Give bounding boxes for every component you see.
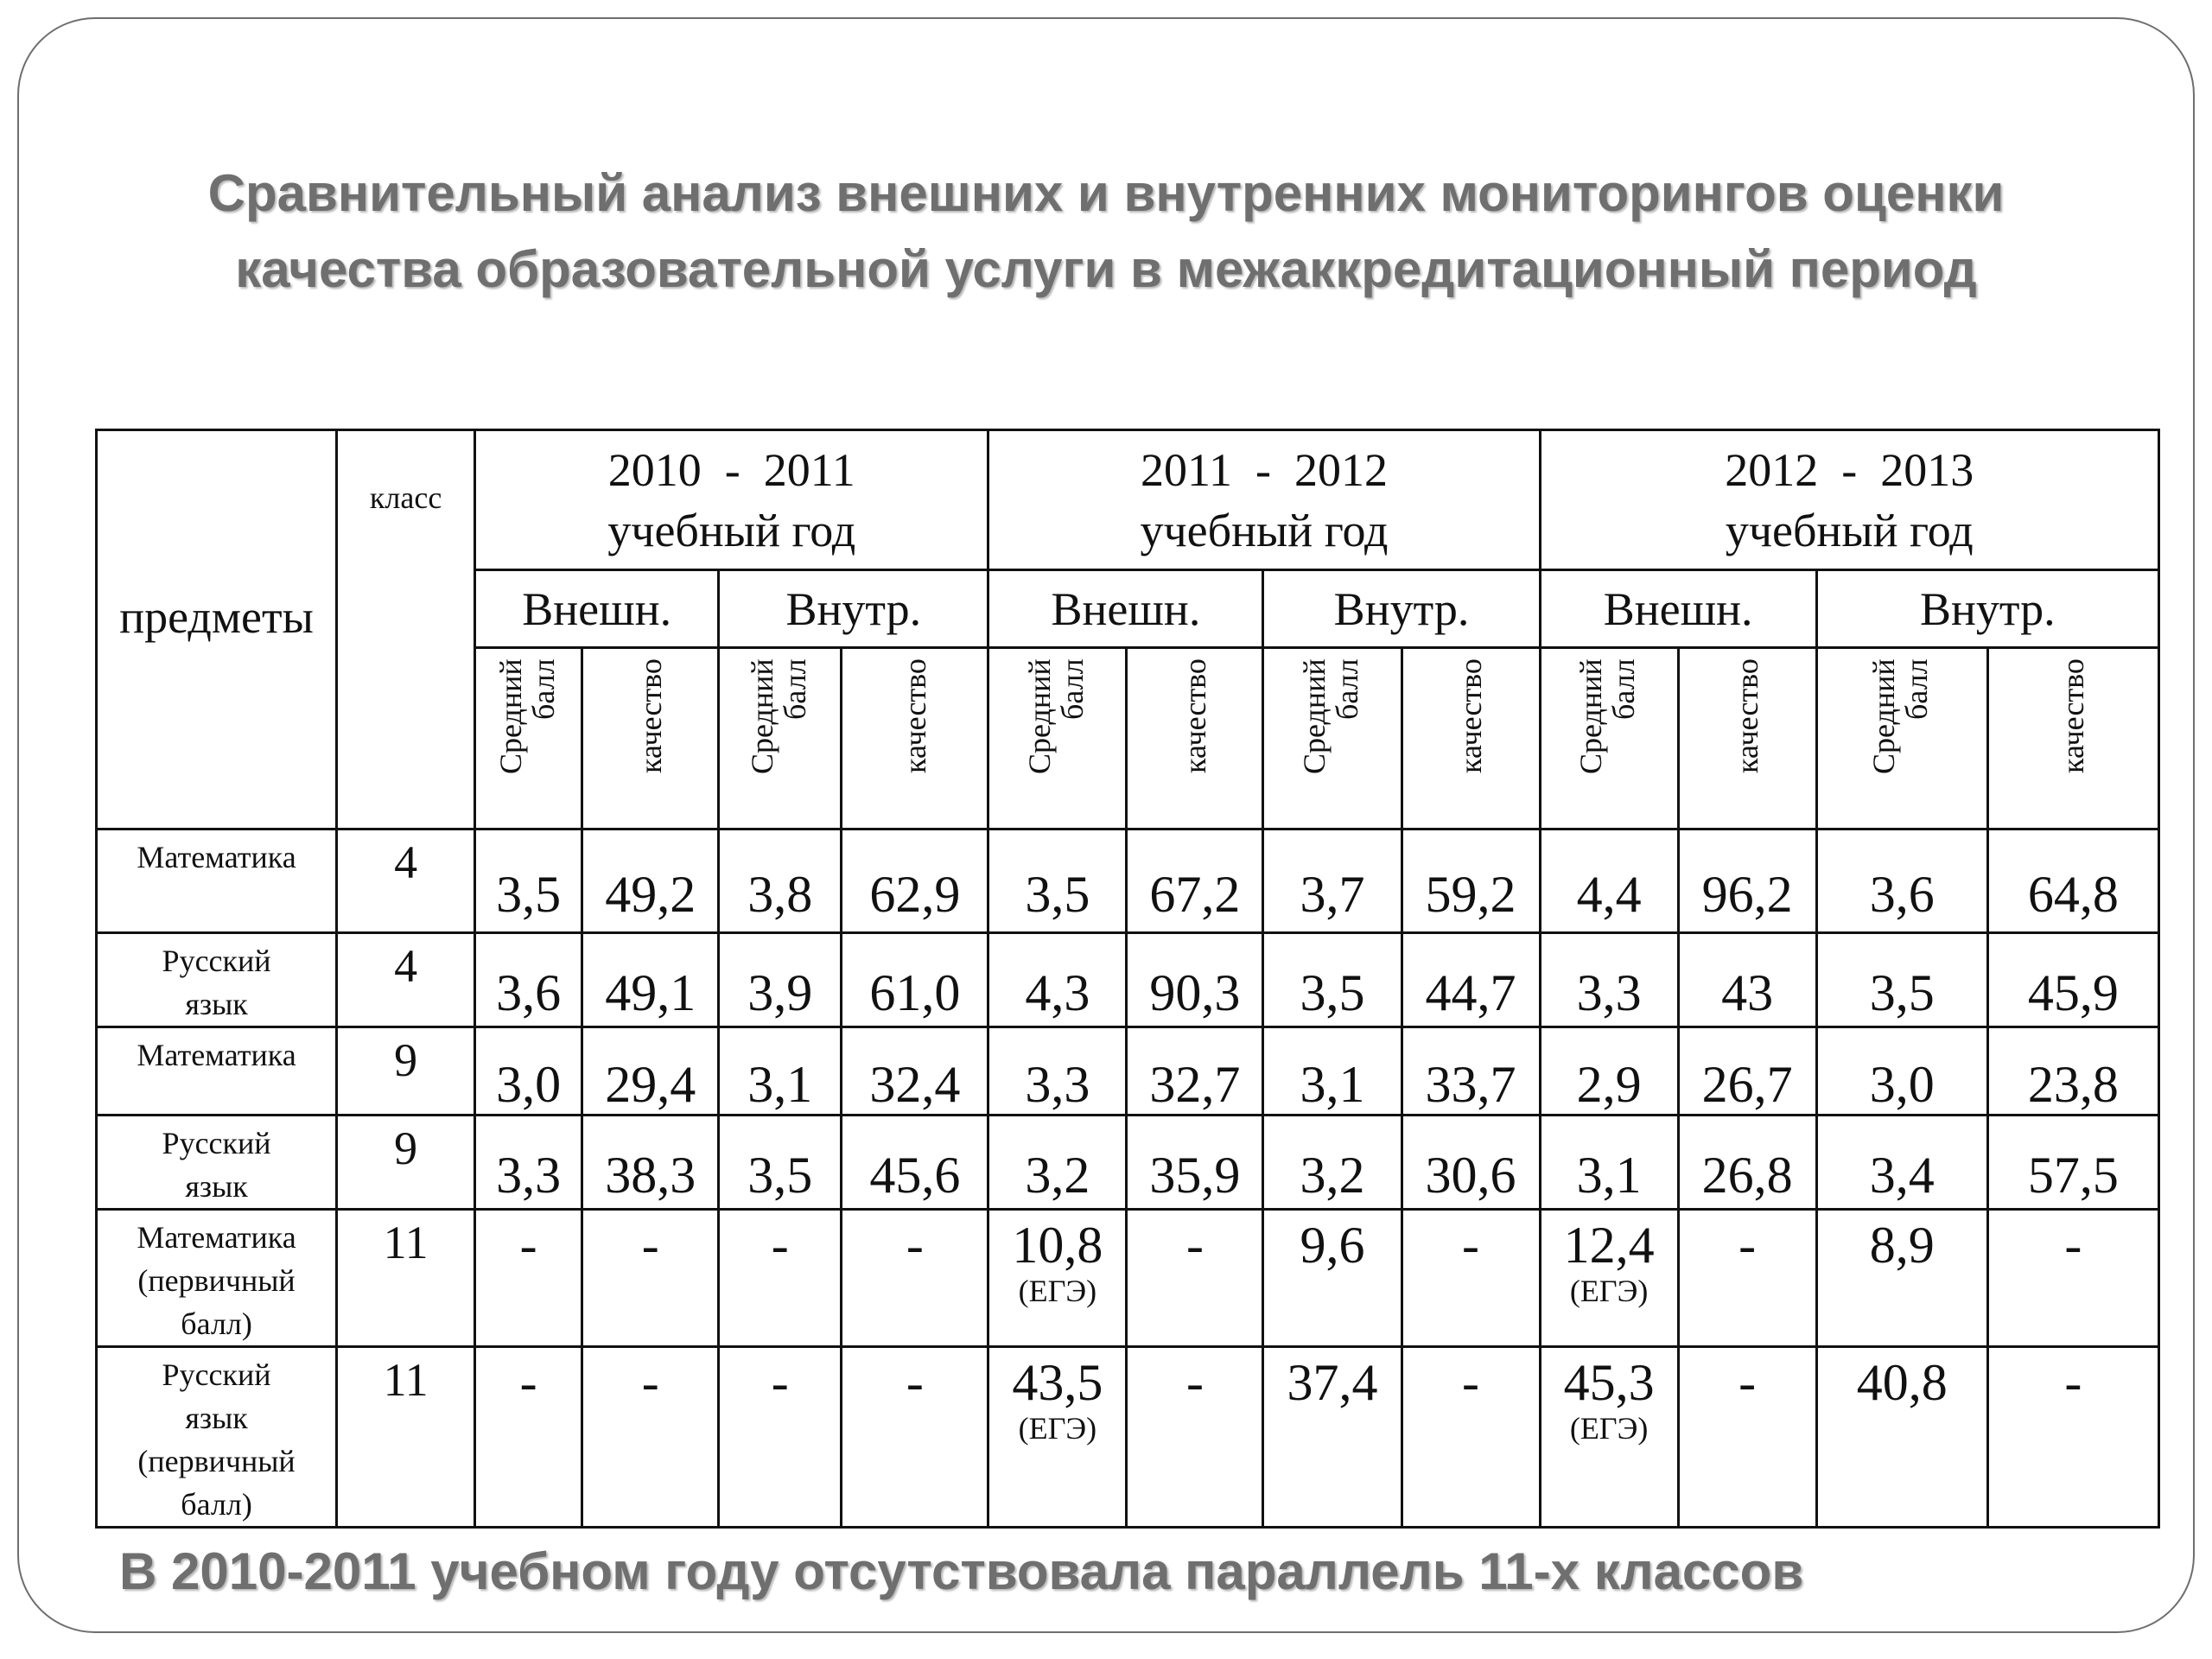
cell-value-main: 4,4: [1576, 865, 1642, 923]
header-internal: Внутр.: [719, 570, 988, 648]
cell-value: [988, 830, 1127, 933]
header-average-score: [1540, 648, 1678, 830]
cell-value-main: 3,2: [1300, 1147, 1365, 1204]
cell-value-main: 23,8: [2027, 1055, 2119, 1113]
cell-value: [475, 830, 582, 933]
cell-value-main: 26,7: [1701, 1055, 1793, 1113]
cell-value: [1263, 933, 1402, 1027]
cell-value: [1816, 1210, 1987, 1347]
cell-value-main: -: [519, 1217, 537, 1274]
header-average-score: [1816, 648, 1987, 830]
cell-value: [1127, 1116, 1263, 1210]
cell-value: [1987, 933, 2158, 1027]
cell-value-main: 3,3: [496, 1147, 562, 1204]
cell-value: [1816, 933, 1987, 1027]
header-metric-label: качество: [1730, 658, 1765, 773]
cell-value-main: 26,8: [1701, 1147, 1793, 1204]
cell-value: [1402, 1210, 1540, 1347]
cell-value: [1263, 1027, 1402, 1116]
cell-value-main: -: [2064, 1354, 2082, 1411]
cell-value: [1987, 830, 2158, 933]
cell-value: [1127, 1210, 1263, 1347]
cell-value: [1678, 1210, 1816, 1347]
cell-value: [1402, 1116, 1540, 1210]
subject-line: Математика: [137, 840, 296, 874]
cell-value-main: 61,0: [869, 964, 961, 1021]
cell-subject: [97, 1347, 337, 1528]
cell-value-main: 45,9: [2027, 964, 2119, 1021]
cell-subject: [97, 1027, 337, 1116]
header-year-label: учебный год: [1140, 504, 1389, 556]
table-row: [97, 933, 2159, 1027]
cell-value: [1263, 1347, 1402, 1528]
cell-value-main: 49,2: [605, 865, 696, 923]
header-metric-label: Средний балл: [1866, 658, 1935, 774]
cell-value-note: (ЕГЭ): [1569, 1274, 1649, 1308]
cell-value-main: 8,9: [1869, 1217, 1935, 1274]
cell-value-main: -: [771, 1217, 789, 1274]
cell-value-main: 3,9: [747, 964, 813, 1021]
cell-value-main: 43: [1721, 964, 1774, 1021]
table-row: [97, 830, 2159, 933]
subject-line: балл): [181, 1487, 252, 1522]
header-quality: [1402, 648, 1540, 830]
cell-value-main: 38,3: [605, 1147, 696, 1204]
header-metric-label: Средний балл: [1573, 658, 1642, 774]
cell-value: [1263, 1116, 1402, 1210]
cell-class: 11: [337, 1210, 475, 1347]
cell-value-main: 44,7: [1425, 964, 1516, 1021]
cell-value: [842, 933, 988, 1027]
cell-value: [582, 1347, 719, 1528]
cell-value: [582, 1027, 719, 1116]
header-school-year: [1540, 430, 2158, 570]
cell-value-main: 3,4: [1869, 1147, 1935, 1204]
cell-value: [1402, 1027, 1540, 1116]
table-row: [97, 1210, 2159, 1347]
header-metric-label: качество: [1177, 658, 1212, 773]
subject-line: язык: [185, 1169, 248, 1204]
cell-value: [719, 933, 842, 1027]
cell-value: [1816, 1116, 1987, 1210]
table-row: [97, 1116, 2159, 1210]
cell-value-main: 3,3: [1025, 1055, 1090, 1113]
cell-value-note: (ЕГЭ): [1569, 1411, 1649, 1446]
cell-value-main: 32,7: [1149, 1055, 1241, 1113]
cell-value-main: 3,5: [1025, 865, 1090, 923]
cell-value: [1540, 1210, 1678, 1347]
cell-value: [582, 1210, 719, 1347]
header-quality: [842, 648, 988, 830]
cell-value: [1816, 830, 1987, 933]
cell-value: [1402, 830, 1540, 933]
cell-value: [842, 830, 988, 933]
header-quality: [1127, 648, 1263, 830]
cell-value-main: -: [1462, 1354, 1480, 1411]
cell-value: [1540, 1116, 1678, 1210]
cell-value: [1816, 1027, 1987, 1116]
cell-value-main: 29,4: [605, 1055, 696, 1113]
cell-value-main: 64,8: [2027, 865, 2119, 923]
header-school-year: [475, 430, 988, 570]
header-average-score: [988, 648, 1127, 830]
cell-value-main: -: [519, 1354, 537, 1411]
cell-value: [1540, 830, 1678, 933]
cell-value-main: 3,5: [1300, 964, 1365, 1021]
cell-value-main: 45,3: [1563, 1354, 1655, 1411]
cell-value-main: -: [906, 1217, 924, 1274]
table-row: [97, 1027, 2159, 1116]
header-external: Внешн.: [988, 570, 1263, 648]
cell-value: [1127, 933, 1263, 1027]
cell-value-main: 30,6: [1425, 1147, 1516, 1204]
cell-value: [842, 1116, 988, 1210]
footnote: В 2010-2011 учебном году отсутствовала параллель 11-х классов: [119, 1542, 1804, 1600]
header-metric-label: Средний балл: [493, 658, 561, 774]
cell-subject: [97, 933, 337, 1027]
header-external: Внешн.: [1540, 570, 1816, 648]
cell-value-main: -: [641, 1354, 659, 1411]
cell-value: [582, 933, 719, 1027]
cell-value: [988, 1210, 1127, 1347]
cell-value-main: 3,0: [1869, 1055, 1935, 1113]
cell-value-main: 59,2: [1425, 865, 1516, 923]
cell-value-main: -: [1738, 1217, 1757, 1274]
header-subject: предметы: [97, 430, 337, 830]
cell-value-main: -: [906, 1354, 924, 1411]
cell-value-main: 10,8: [1012, 1217, 1103, 1274]
subject-line: Русский: [162, 944, 271, 978]
cell-class: 11: [337, 1347, 475, 1528]
header-metric-label: качество: [2056, 658, 2091, 773]
header-average-score: [475, 648, 582, 830]
cell-value-main: -: [771, 1354, 789, 1411]
cell-value-main: 3,5: [1869, 964, 1935, 1021]
header-year-range: 2012 - 2013: [1725, 443, 1974, 496]
header-average-score: [1263, 648, 1402, 830]
cell-value: [988, 1027, 1127, 1116]
cell-value: [475, 1347, 582, 1528]
header-class: класс: [337, 430, 475, 830]
cell-value: [1987, 1116, 2158, 1210]
subject-line: язык: [185, 1401, 248, 1435]
cell-value-main: 4,3: [1025, 964, 1090, 1021]
cell-value: [719, 1347, 842, 1528]
cell-value-main: -: [1462, 1217, 1480, 1274]
header-quality: [582, 648, 719, 830]
cell-class: 4: [337, 830, 475, 933]
cell-value-main: 12,4: [1563, 1217, 1655, 1274]
subject-line: (первичный: [137, 1444, 296, 1478]
cell-value-main: 45,6: [869, 1147, 961, 1204]
cell-value: [719, 1116, 842, 1210]
cell-value: [988, 933, 1127, 1027]
cell-value-main: 2,9: [1576, 1055, 1642, 1113]
cell-value: [1987, 1210, 2158, 1347]
cell-value: [1127, 1347, 1263, 1528]
subject-line: Русский: [162, 1357, 271, 1392]
cell-value-main: -: [1185, 1217, 1204, 1274]
subject-line: язык: [185, 987, 248, 1021]
cell-value: [1678, 933, 1816, 1027]
cell-value-main: -: [1738, 1354, 1757, 1411]
subject-line: балл): [181, 1306, 252, 1341]
cell-value: [1678, 1116, 1816, 1210]
cell-value-main: 40,8: [1856, 1354, 1948, 1411]
cell-value-main: 90,3: [1149, 964, 1241, 1021]
cell-value-main: 96,2: [1701, 865, 1793, 923]
cell-value: [475, 933, 582, 1027]
cell-subject: [97, 1116, 337, 1210]
header-year-range: 2010 - 2011: [607, 443, 855, 496]
cell-value-main: 49,1: [605, 964, 696, 1021]
cell-value: [1127, 1027, 1263, 1116]
cell-value-main: 9,6: [1300, 1217, 1365, 1274]
cell-value-main: 3,1: [747, 1055, 813, 1113]
subject-line: Математика: [137, 1038, 296, 1072]
cell-value-main: -: [2064, 1217, 2082, 1274]
cell-value-main: -: [1185, 1354, 1204, 1411]
cell-value: [475, 1210, 582, 1347]
header-external: Внешн.: [475, 570, 719, 648]
cell-value: [719, 1027, 842, 1116]
table-row: [97, 1347, 2159, 1528]
cell-value: [1127, 830, 1263, 933]
cell-value-main: 62,9: [869, 865, 961, 923]
cell-value: [1540, 933, 1678, 1027]
cell-value-main: 32,4: [869, 1055, 961, 1113]
cell-value-main: 67,2: [1149, 865, 1241, 923]
cell-value-main: 43,5: [1012, 1354, 1103, 1411]
header-year-range: 2011 - 2012: [1140, 443, 1388, 496]
cell-value-main: 3,6: [1869, 865, 1935, 923]
cell-class: 9: [337, 1027, 475, 1116]
header-quality: [1987, 648, 2158, 830]
comparison-table: [95, 429, 2160, 1529]
cell-value: [842, 1210, 988, 1347]
header-year-label: учебный год: [607, 504, 856, 556]
cell-subject: [97, 830, 337, 933]
cell-value: [1540, 1347, 1678, 1528]
cell-value-main: 33,7: [1425, 1055, 1516, 1113]
cell-value: [475, 1116, 582, 1210]
cell-value: [842, 1027, 988, 1116]
cell-value: [1678, 1027, 1816, 1116]
cell-value-main: 57,5: [2027, 1147, 2119, 1204]
cell-class: 9: [337, 1116, 475, 1210]
cell-value: [582, 830, 719, 933]
cell-value-main: 3,3: [1576, 964, 1642, 1021]
header-year-label: учебный год: [1725, 504, 1974, 556]
cell-value: [582, 1116, 719, 1210]
cell-value-main: 3,8: [747, 865, 813, 923]
cell-value-main: 3,5: [496, 865, 562, 923]
cell-value-main: -: [641, 1217, 659, 1274]
cell-subject: [97, 1210, 337, 1347]
cell-value-main: 3,7: [1300, 865, 1365, 923]
cell-value: [842, 1347, 988, 1528]
cell-value-main: 3,5: [747, 1147, 813, 1204]
header-metric-label: качество: [1453, 658, 1489, 773]
header-internal: Внутр.: [1263, 570, 1540, 648]
header-row-years: [97, 430, 2159, 570]
cell-value: [988, 1116, 1127, 1210]
header-quality: [1678, 648, 1816, 830]
header-metric-label: Средний балл: [744, 658, 812, 774]
cell-value: [1987, 1347, 2158, 1528]
cell-value: [1816, 1347, 1987, 1528]
cell-value: [1987, 1027, 2158, 1116]
header-metric-label: качество: [632, 658, 668, 773]
cell-value-main: 3,2: [1025, 1147, 1090, 1204]
cell-value: [1263, 830, 1402, 933]
cell-value: [1678, 1347, 1816, 1528]
cell-value: [1402, 1347, 1540, 1528]
subject-line: Математика: [137, 1220, 296, 1255]
cell-value-main: 37,4: [1287, 1354, 1378, 1411]
subject-line: Русский: [162, 1126, 271, 1160]
header-metric-label: Средний балл: [1021, 658, 1090, 774]
slide-title: Сравнительный анализ внешних и внутренних мониторингов оценки качества образовательной услуги в межаккредитационный период: [207, 164, 2005, 298]
cell-value: [719, 1210, 842, 1347]
cell-value: [719, 830, 842, 933]
header-metric-label: Средний балл: [1296, 658, 1364, 774]
cell-value-main: 3,1: [1300, 1055, 1365, 1113]
header-school-year: [988, 430, 1540, 570]
header-metric-label: качество: [897, 658, 932, 773]
header-average-score: [719, 648, 842, 830]
cell-class: 4: [337, 933, 475, 1027]
cell-value-note: (ЕГЭ): [1018, 1274, 1097, 1308]
cell-value-main: 3,6: [496, 964, 562, 1021]
cell-value-main: 3,1: [1576, 1147, 1642, 1204]
cell-value: [1402, 933, 1540, 1027]
cell-value: [1540, 1027, 1678, 1116]
header-internal: Внутр.: [1816, 570, 2158, 648]
cell-value: [1678, 830, 1816, 933]
cell-value-main: 35,9: [1149, 1147, 1241, 1204]
cell-value: [475, 1027, 582, 1116]
subject-line: (первичный: [137, 1263, 296, 1298]
cell-value-note: (ЕГЭ): [1018, 1411, 1097, 1446]
cell-value: [988, 1347, 1127, 1528]
cell-value-main: 3,0: [496, 1055, 562, 1113]
cell-value: [1263, 1210, 1402, 1347]
